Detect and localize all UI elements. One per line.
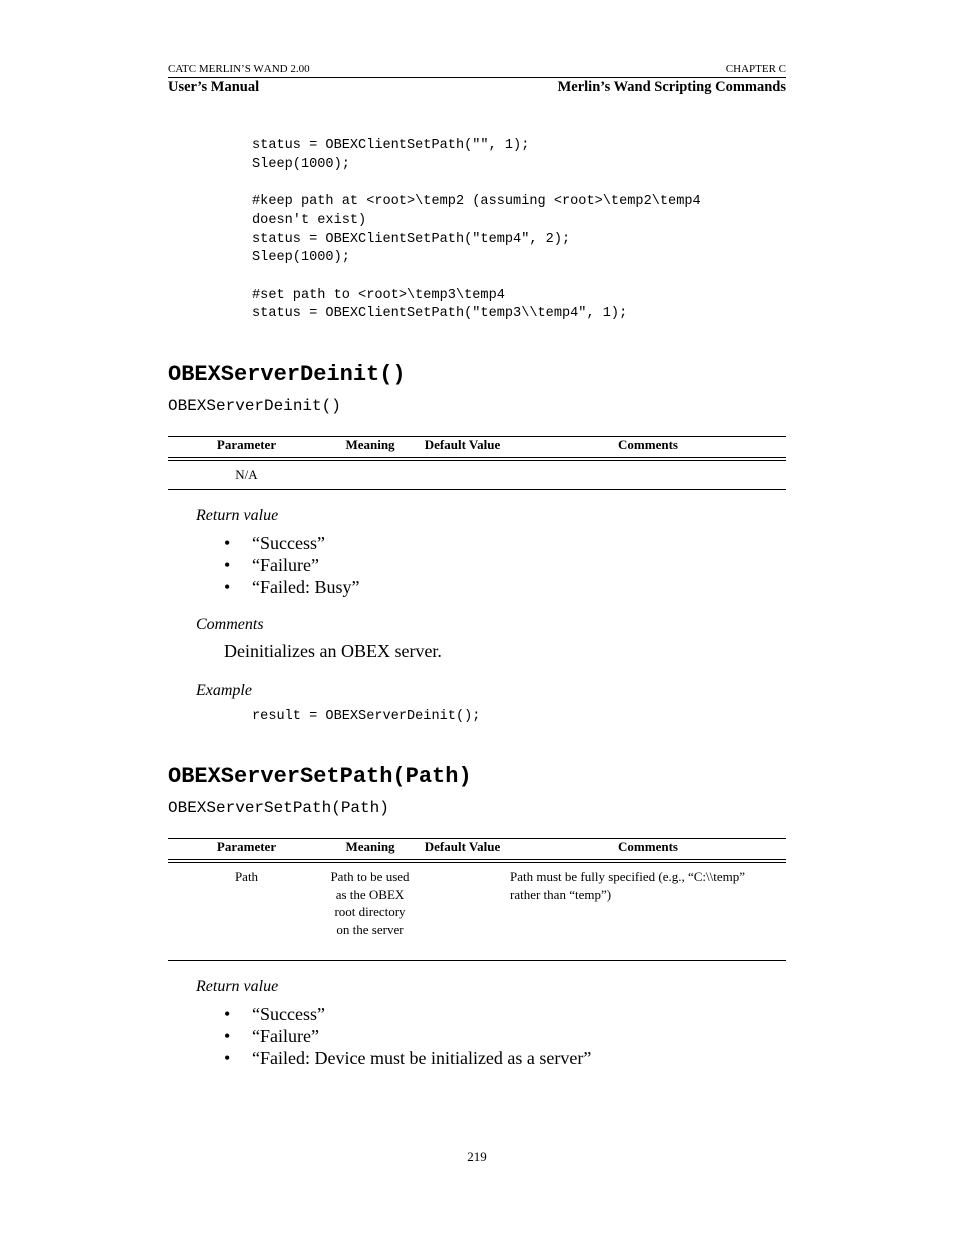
list-item: • “Failure” [224,554,359,576]
list-item: • “Failed: Busy” [224,576,359,598]
column-header: Default Value [424,437,501,452]
table-cell: Path to be used as the OBEX root directory on the server [330,869,410,937]
code-line [252,174,701,193]
code-line: Sleep(1000); [252,250,350,266]
code-line: #keep path at <root>\temp2 (assuming <root>\temp2\temp4 [252,194,701,210]
table-bottom-rule [168,960,786,961]
table-cell [415,861,510,948]
table-row [168,861,786,948]
chapter-title: Merlin’s Wand Scripting Commands [557,79,786,95]
running-header-right: CHAPTER C [725,63,786,75]
header-rule [168,77,786,78]
table-bottom-rule [168,489,786,490]
running-header-left: CATC MERLIN’S WAND 2.00 [168,63,310,75]
code-line: status = OBEXClientSetPath("temp3\\temp4", 1); [252,306,628,322]
parameter-table [168,437,786,494]
return-values-list [224,1003,591,1069]
function-signature: OBEXServerDeinit() [168,397,341,415]
return-values-list [224,532,359,598]
table-cell: Path must be fully specified (e.g., “C:\\temp” rather than “temp”) [510,869,746,902]
table-cell: Path [234,869,259,884]
list-item: • “Failure” [224,1025,591,1047]
column-header: Meaning [345,839,395,854]
manual-title: User’s Manual [168,79,260,95]
section-heading: OBEXServerDeinit() [168,362,406,387]
code-line: #set path to <root>\temp3\temp4 [252,287,505,303]
code-block-top [252,137,701,324]
comments-text: Deinitializes an OBEX server. [224,641,442,661]
return-value-label: Return value [196,978,279,995]
comments-label: Comments [196,616,264,633]
return-value-label: Return value [196,507,279,524]
table-cell: N/A [235,467,258,482]
column-header: Parameter [216,437,277,452]
column-header: Comments [618,437,678,452]
list-item: • “Success” [224,532,359,554]
section-heading: OBEXServerSetPath(Path) [168,764,472,789]
code-line: status = OBEXClientSetPath("", 1); [252,138,530,153]
list-item: • “Failed: Device must be initialized as a server” [224,1047,591,1069]
page-number: 219 [467,1149,487,1164]
column-header: Parameter [216,839,277,854]
example-code: result = OBEXServerDeinit(); [252,709,481,724]
example-label: Example [196,682,252,699]
code-line [252,268,701,287]
code-line: doesn't exist) [252,212,367,228]
parameter-table [168,839,786,948]
column-header: Comments [618,839,678,854]
list-item: • “Success” [224,1003,591,1025]
column-header: Meaning [345,437,395,452]
function-signature: OBEXServerSetPath(Path) [168,799,389,817]
column-header: Default Value [424,839,501,854]
code-line: Sleep(1000); [252,156,350,172]
code-line: status = OBEXClientSetPath("temp4", 2); [252,231,571,247]
